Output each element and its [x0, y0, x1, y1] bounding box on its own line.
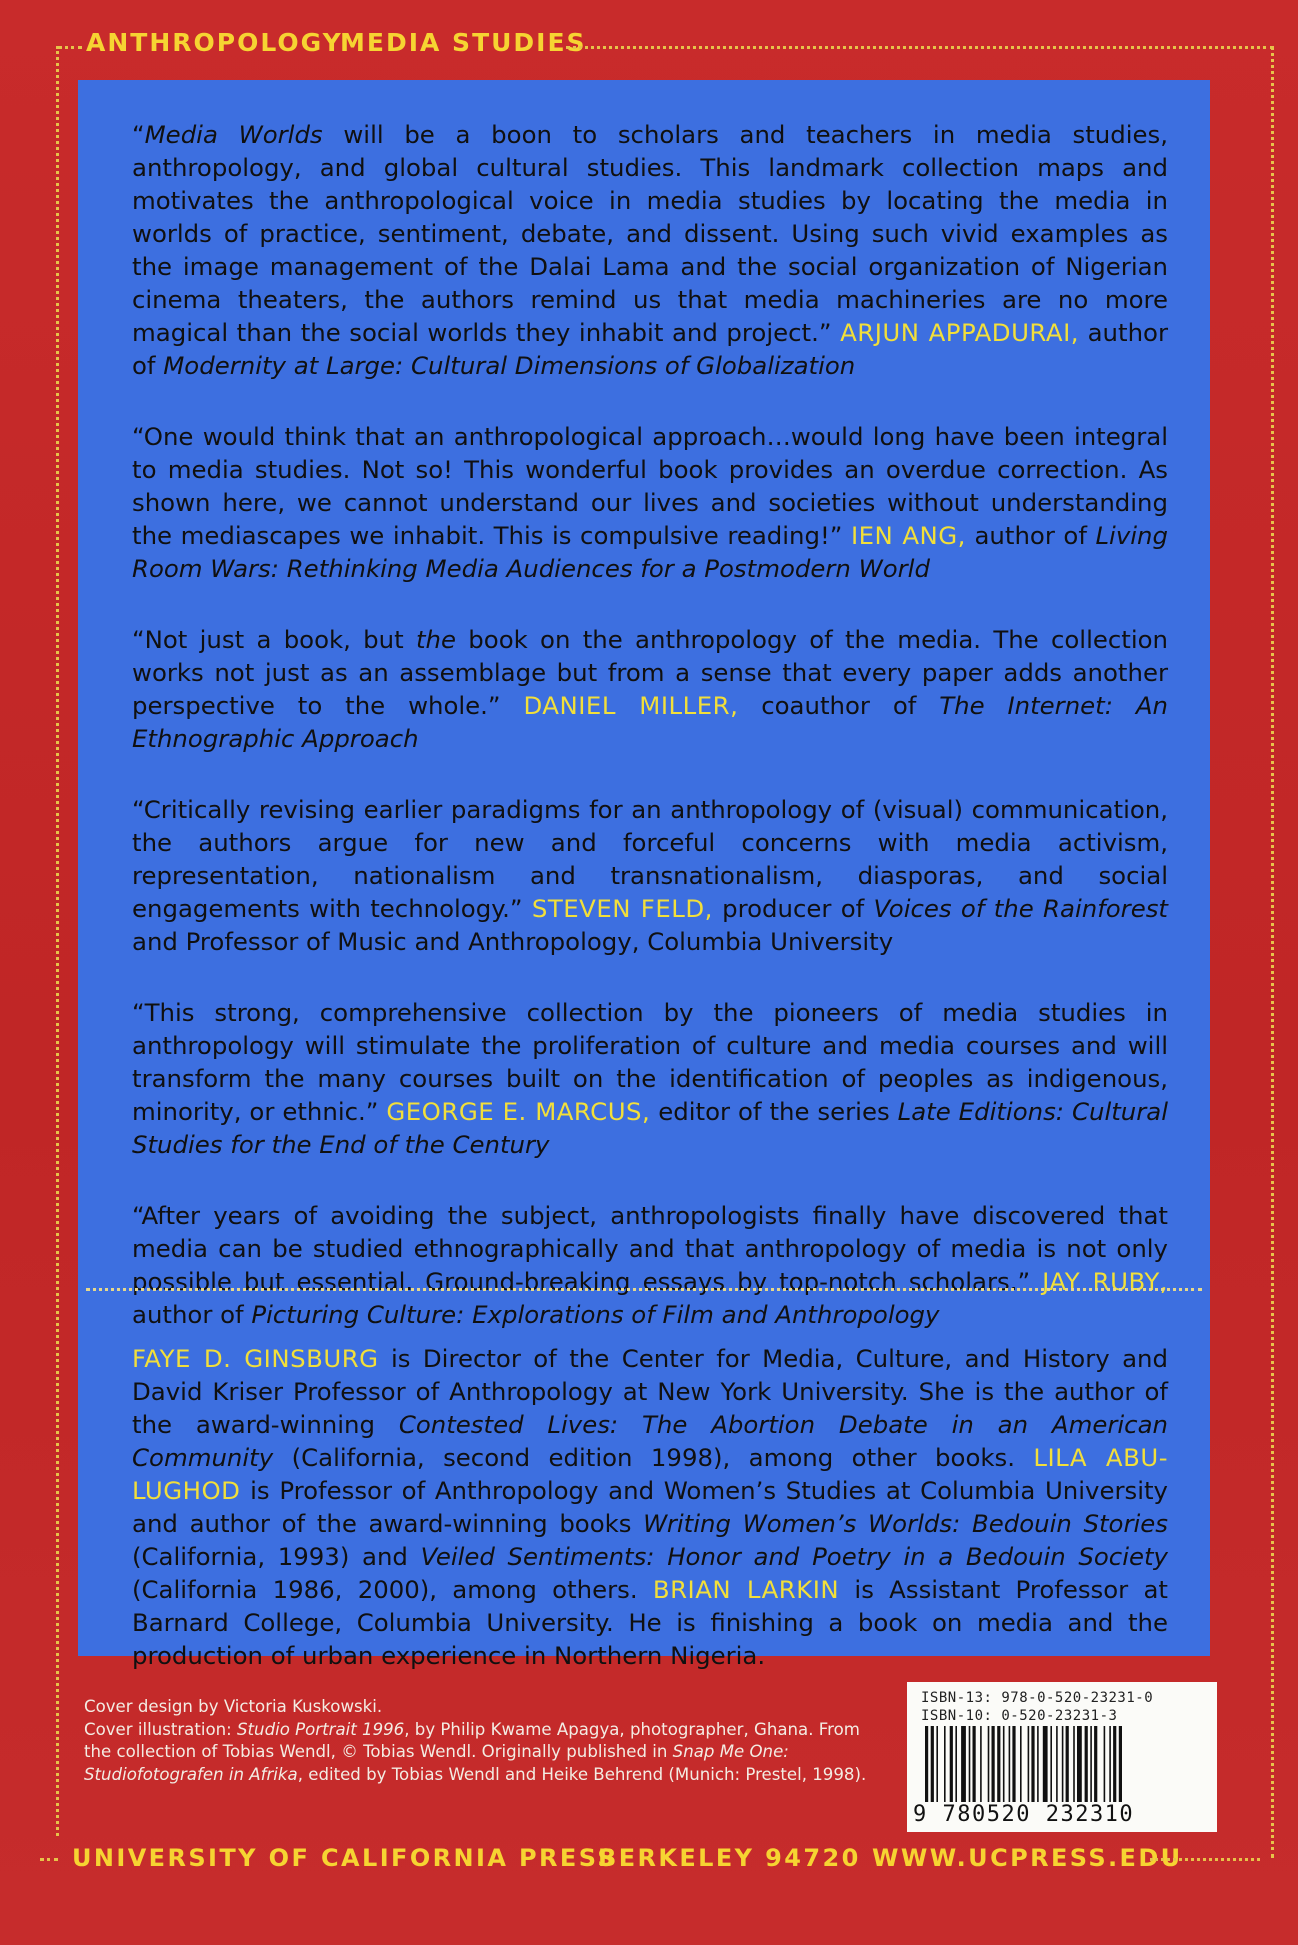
bottom-dotted-rule-right — [1150, 1858, 1260, 1861]
author-work: Voices of the Rainforest — [873, 894, 1168, 923]
barcode-bar — [955, 1726, 957, 1802]
editor-name: BRIAN LARKIN — [652, 1575, 840, 1605]
publisher-city: BERKELEY 94720 — [598, 1844, 861, 1872]
barcode-bar — [1066, 1726, 1069, 1802]
author-work: The Internet: An Ethnographic Approach — [132, 691, 1168, 753]
source-title: Snap Me One: Studiofotografen in Afrika — [84, 1742, 789, 1784]
author-role: editor of the series — [650, 1097, 898, 1126]
blurb-miller — [132, 623, 1168, 755]
isbn-barcode-block — [907, 1682, 1217, 1832]
blurb-text: book on the anthropology of the media. The collection works not just as an assemblage but from a sense that every paper adds another perspective to the whole.” — [132, 625, 1168, 720]
barcode-bar — [1104, 1726, 1106, 1802]
blurb-text: “After years of avoiding the subject, anthropologists finally have discovered that media can be studied ethnographically and that anthropology of media is not only possible but essential. Ground-breaking essays by top-notch scholars.” — [132, 1201, 1168, 1296]
barcode-bar — [980, 1726, 982, 1802]
barcode-bar — [1109, 1726, 1111, 1802]
blurb-author: DANIEL MILLER, — [523, 691, 739, 720]
blurb-text: “Critically revising earlier paradigms for an anthropology of (visual) communication, the authors argue for new and forceful concerns with media activism, representation, nationalism and transnationalism, diasporas, and social engagements with technology.” — [132, 795, 1168, 923]
author-work: Late Editions: Cultural Studies for the End of the Century — [132, 1097, 1168, 1159]
barcode-bar — [1031, 1726, 1034, 1802]
publisher-name: UNIVERSITY OF CALIFORNIA PRESS — [72, 1844, 618, 1872]
barcode-bar — [944, 1726, 946, 1802]
isbn-10: ISBN-10: 0-520-23231-3 — [921, 1708, 1118, 1724]
barcode-bar — [1043, 1726, 1048, 1802]
cover-design-credit: Cover design by Victoria Kuskowski. — [84, 1697, 383, 1716]
emphasis-word: the — [415, 625, 457, 654]
blurb-author: JAY RUBY, — [1042, 1267, 1168, 1296]
barcode-bar — [1050, 1726, 1052, 1802]
barcode-bar — [1094, 1726, 1097, 1802]
barcode-bar — [1028, 1726, 1030, 1802]
author-role: and Professor of Music and Anthropology, Columbia University — [132, 927, 894, 956]
author-role: author of — [132, 1300, 252, 1329]
barcode-bar — [997, 1726, 1000, 1802]
author-role: producer of — [712, 894, 874, 923]
bottom-dotted-rule-left — [40, 1858, 58, 1861]
barcode-bar — [1012, 1726, 1015, 1802]
bio-text: (California, 1993) and — [132, 1542, 421, 1572]
barcode-bar — [931, 1726, 934, 1802]
bio-text: (California 1986, 2000), among others. — [132, 1575, 653, 1605]
barcode-bar — [992, 1726, 995, 1802]
blurb-marcus — [132, 996, 1168, 1161]
book-title: Media Worlds — [144, 120, 323, 149]
top-dotted-rule-left — [58, 46, 82, 49]
bio-work: Contested Lives: The Abortion Debate in an American Community — [132, 1410, 1168, 1473]
barcode-bars — [925, 1726, 1201, 1808]
right-dotted-rule — [1271, 46, 1274, 1858]
editor-name: LILA ABU-LUGHOD — [132, 1443, 1168, 1506]
panel-dotted-divider — [86, 1288, 1202, 1291]
bio-text: is Assistant Professor at Barnard College, Columbia University. He is finishing a book on media and the production of urban experience in Northern Nigeria. — [132, 1575, 1168, 1671]
barcode-bar — [1113, 1726, 1116, 1802]
barcode-bar — [1037, 1726, 1039, 1802]
author-role: coauthor of — [738, 691, 940, 720]
blurb-text: “Not just a book, but — [132, 625, 416, 654]
blurb-text: “ — [132, 120, 145, 149]
blurb-author: IEN ANG, — [850, 521, 966, 550]
category-media-studies: MEDIA STUDIES — [340, 28, 587, 57]
blurb-text: “This strong, comprehensive collection by the pioneers of media studies in anthropology will stimulate the proliferation of culture and media courses and will transform the many courses built on the identification of peoples as indigenous, minority, or ethnic.” — [132, 998, 1168, 1126]
left-dotted-rule — [56, 46, 59, 1836]
barcode-digits: 9 780520 232310 — [913, 1802, 1135, 1827]
author-role: author of — [132, 318, 1168, 380]
blurb-feld — [132, 793, 1168, 958]
barcode-bar — [1077, 1726, 1082, 1802]
blurb-text: will be a boon to scholars and teachers in media studies, anthropology, and global cultural studies. This landmark collection maps and motivates the anthropological voice in media studies by locating the media in worlds of practice, sentiment, debate, and dissent. Using such vivid examples as the image management of the Dalai Lama and the social organization of Nigerian cinema theaters, the authors remind us that media machineries are no more magical than the social worlds they inhabit and project.” — [132, 120, 1168, 347]
credit-label: Cover illustration: — [84, 1719, 238, 1739]
category-anthropology: ANTHROPOLOGY — [86, 28, 343, 57]
author-role: author of — [965, 521, 1096, 550]
barcode-bar — [950, 1726, 953, 1802]
barcode-bar — [1003, 1726, 1005, 1802]
blurb-appadurai — [132, 118, 1168, 382]
bio-text: is Professor of Anthropology and Women’s Studies at Columbia University and author of the award-winning books — [132, 1476, 1168, 1539]
barcode-bar — [1020, 1726, 1022, 1802]
barcode-bar — [1090, 1726, 1092, 1802]
blurb-text: “One would think that an anthropological approach…would long have been integral to media studies. Not so! This wonderful book provides an overdue correction. As shown here, we cannot understand our lives and societies without understanding the mediascapes we inhabit. This is compulsive reading!” — [132, 422, 1168, 550]
barcode-bar — [1009, 1726, 1011, 1802]
bio-text: is Director of the Center for Media, Culture, and History and David Kriser Professor of Anthropology at New York University. She is the author of the award-winning — [132, 1344, 1168, 1440]
barcode-bar — [969, 1726, 971, 1802]
barcode-bar — [1056, 1726, 1058, 1802]
author-work: Picturing Culture: Explorations of Film and Anthropology — [251, 1300, 940, 1329]
barcode-bar — [1073, 1726, 1075, 1802]
bio-work: Writing Women’s Worlds: Bedouin Stories — [643, 1509, 1168, 1539]
barcode-bar — [925, 1726, 928, 1802]
bio-text: (California, second edition 1998), among other books. — [273, 1443, 1034, 1473]
blurb-author: ARJUN APPADURAI, — [840, 318, 1080, 347]
barcode-bar — [988, 1726, 990, 1802]
barcode-bar — [1062, 1726, 1064, 1802]
author-work: Living Room Wars: Rethinking Media Audiences for a Postmodern World — [132, 521, 1168, 583]
author-work: Modernity at Large: Cultural Dimensions of Globalization — [163, 351, 856, 380]
barcode-bar — [936, 1726, 938, 1802]
blurbs-panel — [78, 80, 1210, 1671]
barcode-bar — [973, 1726, 976, 1802]
top-dotted-rule-right — [566, 46, 1274, 49]
blurbs-list — [132, 118, 1168, 1331]
cover-illustration-credit — [84, 1719, 872, 1787]
bio-work: Veiled Sentiments: Honor and Poetry in a Bedouin Society — [420, 1542, 1168, 1572]
blurb-author: STEVEN FELD, — [531, 894, 713, 923]
barcode-bar — [1119, 1726, 1122, 1802]
publisher-url: WWW.UCPRESS.EDU — [872, 1844, 1183, 1872]
barcode-bar — [1085, 1726, 1088, 1802]
cover-credits — [84, 1696, 872, 1786]
blurb-author: GEORGE E. MARCUS, — [386, 1097, 651, 1126]
blurb-ruby — [132, 1199, 1168, 1331]
credit-text: , by Philip Kwame Apagya, photographer, Ghana. From the collection of Tobias Wendl, © Tobias Wendl. Originally published in — [84, 1719, 860, 1761]
credit-text: , edited by Tobias Wendl and Heike Behrend (Munich: Prestel, 1998). — [297, 1764, 867, 1784]
illustration-title: Studio Portrait 1996 — [237, 1719, 405, 1739]
blurb-ang — [132, 420, 1168, 585]
editors-bio — [132, 1342, 1168, 1672]
barcode-bar — [961, 1726, 966, 1802]
editor-name: FAYE D. GINSBURG — [132, 1344, 379, 1374]
isbn-13: ISBN-13: 978-0-520-23231-0 — [921, 1690, 1154, 1706]
